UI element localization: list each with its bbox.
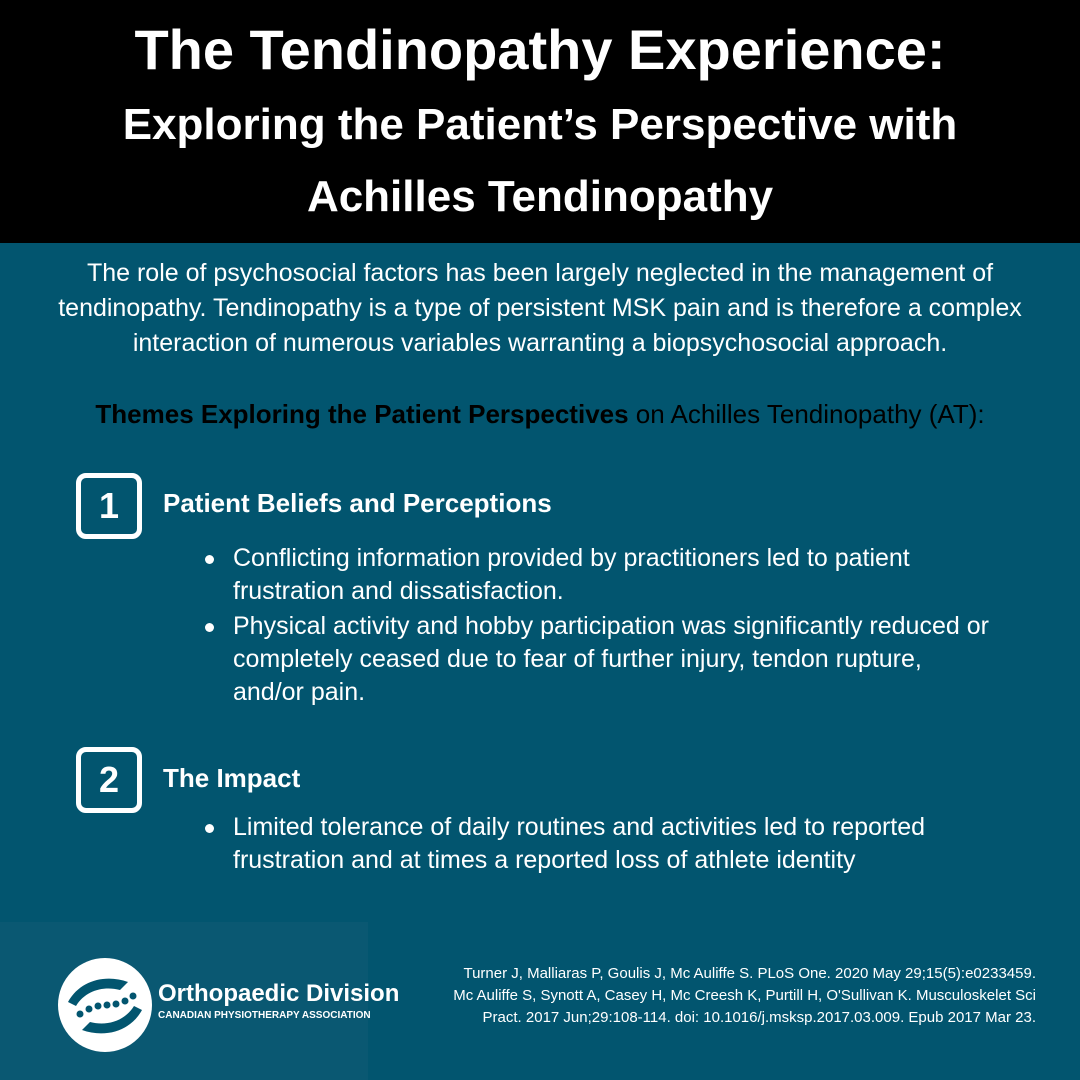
page-subtitle-line-1: Exploring the Patient’s Perspective with <box>122 100 958 149</box>
bullet-text: Limited tolerance of daily routines and activities led to reported frustration and at times a reported loss of athlete identity <box>233 813 926 874</box>
list-item <box>205 811 995 877</box>
theme-bullet-list <box>205 811 995 879</box>
theme-number-badge: 1 <box>76 473 142 539</box>
theme-title: Patient Beliefs and Perceptions <box>163 488 552 518</box>
bullet-dot-icon <box>205 824 214 833</box>
page-subtitle-line-2: Achilles Tendinopathy <box>306 172 774 221</box>
logo-name: Orthopaedic Division <box>158 980 400 1007</box>
organization-logo <box>0 922 400 1080</box>
themes-heading <box>0 394 1080 434</box>
hands-spine-logo-icon <box>58 958 152 1052</box>
intro-paragraph: The role of psychosocial factors has been largely neglected in the management of tendinopathy. Tendinopathy is a type of persistent MSK pain and is therefore a complex interaction of numerous variables warranting a biopsychosocial approach. <box>58 259 1022 357</box>
bullet-dot-icon <box>205 555 214 564</box>
bullet-text: Physical activity and hobby participation was significantly reduced or completely ceased due to fear of further injury, tendon rupture, and/or pain. <box>233 612 989 706</box>
reference-item: Mc Auliffe S, Synott A, Casey H, Mc Creesh K, Purtill H, O'Sullivan K. Musculoskelet Sci Pract. 2017 Jun;29:108-114. doi: 10.1016/j.msksp.2017.03.009. Epub 2017 Mar 23. <box>453 987 1036 1026</box>
theme-bullet-list <box>205 542 995 711</box>
theme-title: The Impact <box>163 763 301 793</box>
list-item <box>205 610 995 709</box>
bullet-text: Conflicting information provided by practitioners led to patient frustration and dissatisfaction. <box>233 544 910 605</box>
title-banner <box>0 0 1080 243</box>
references <box>416 963 1036 1029</box>
bullet-dot-icon <box>205 623 214 632</box>
reference-item: Turner J, Malliaras P, Goulis J, Mc Auliffe S. PLoS One. 2020 May 29;15(5):e0233459. <box>463 965 1036 982</box>
logo-subtitle: CANADIAN PHYSIOTHERAPY ASSOCIATION <box>158 1010 371 1021</box>
themes-heading-bold: Themes Exploring the Patient Perspectives <box>95 399 629 429</box>
list-item <box>205 542 995 608</box>
page-title: The Tendinopathy Experience: <box>134 18 946 81</box>
themes-heading-rest: on Achilles Tendinopathy (AT): <box>628 399 985 429</box>
theme-number-badge: 2 <box>76 747 142 813</box>
